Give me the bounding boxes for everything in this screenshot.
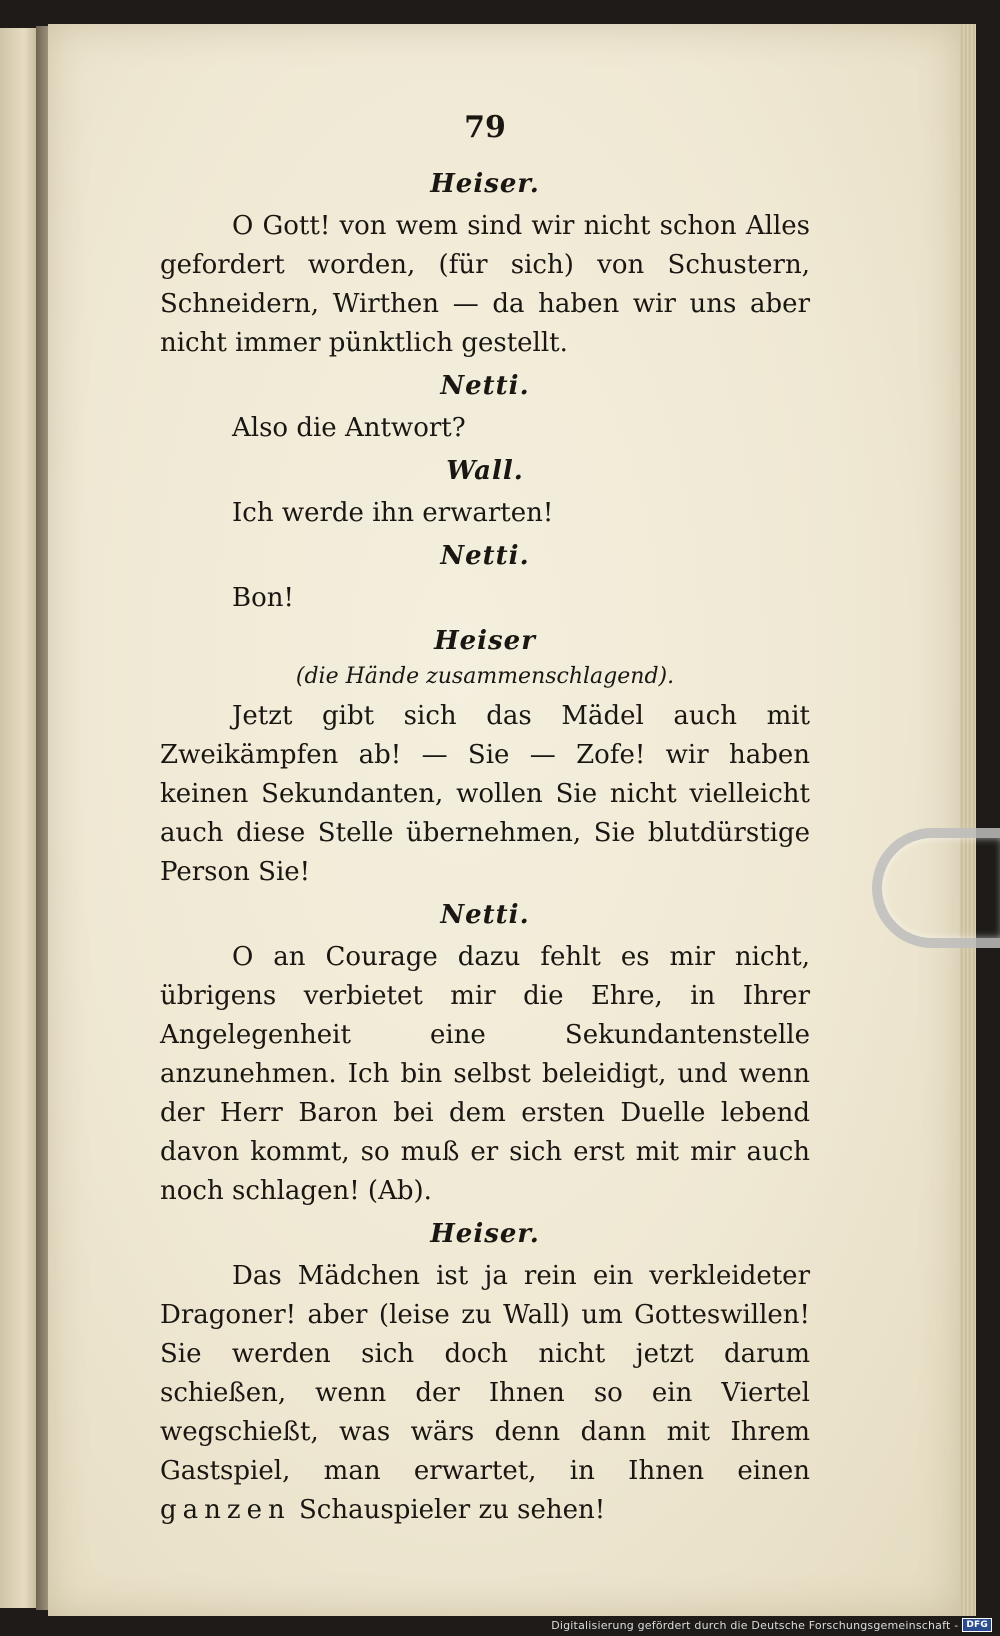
footer-text: Digitalisierung gefördert durch die Deutsche Forschungsgemeinschaft - — [551, 1618, 959, 1632]
dfg-logo: DFG — [962, 1618, 992, 1632]
page-number: 79 — [464, 110, 506, 145]
speaker-name: Heiser — [434, 626, 536, 656]
speech-paragraph: Jetzt gibt sich das Mädel auch mit Zweikämpfen ab! — Sie — Zofe! wir haben keinen Sekundanten, wollen Sie nicht vielleicht auch diese Stelle übernehmen, Sie blutdürstige Person Sie! — [160, 701, 810, 887]
speech-paragraph: Also die Antwort? — [232, 413, 466, 443]
left-page-edge — [0, 28, 40, 1608]
paper-clip — [872, 828, 1000, 948]
speech-paragraph: O an Courage dazu fehlt es mir nicht, übrigens verbietet mir die Ehre, in Ihrer Angelegenheit eine Sekundantenstelle anzunehmen. Ich bin selbst beleidigt, und wenn der Herr Baron bei dem ersten Duelle lebend davon kommt, so muß er sich erst mit mir auch noch schlagen! (Ab). — [160, 942, 810, 1206]
stage-direction: (die Hände zusammenschlagend). — [295, 664, 675, 689]
text-blocks — [160, 169, 810, 1249]
page-stack-edge — [960, 24, 976, 1616]
speaker-name: Netti. — [440, 900, 530, 930]
speaker-name: Netti. — [440, 371, 530, 401]
speech-paragraph: Bon! — [232, 583, 294, 613]
speaker-name: Heiser. — [430, 1219, 540, 1249]
emphasized-word: ganzen — [160, 1495, 291, 1525]
speaker-name: Heiser. — [430, 169, 540, 199]
page-content — [160, 110, 810, 1538]
speaker-name: Wall. — [446, 456, 524, 486]
speech-paragraph-last — [160, 1257, 810, 1530]
speech-paragraph: Ich werde ihn erwarten! — [232, 498, 554, 528]
digitization-footer — [551, 1618, 992, 1632]
speech-paragraph: O Gott! von wem sind wir nicht schon Alles gefordert worden, (für sich) von Schustern, Schneidern, Wirthen — da haben wir uns aber nicht immer pünktlich gestellt. — [160, 211, 810, 358]
speech-text: Das Mädchen ist ja rein ein verkleideter Dragoner! aber (leise zu Wall) um Gotteswillen! Sie werden sich doch nicht jetzt darum schießen, wenn der Ihnen so ein Viertel wegschießt, was wärs denn dann mit Ihrem Gastspiel, man erwartet, in Ihnen einen — [160, 1261, 810, 1486]
speaker-name: Netti. — [440, 541, 530, 571]
speech-text: Schauspieler zu sehen! — [299, 1495, 606, 1525]
